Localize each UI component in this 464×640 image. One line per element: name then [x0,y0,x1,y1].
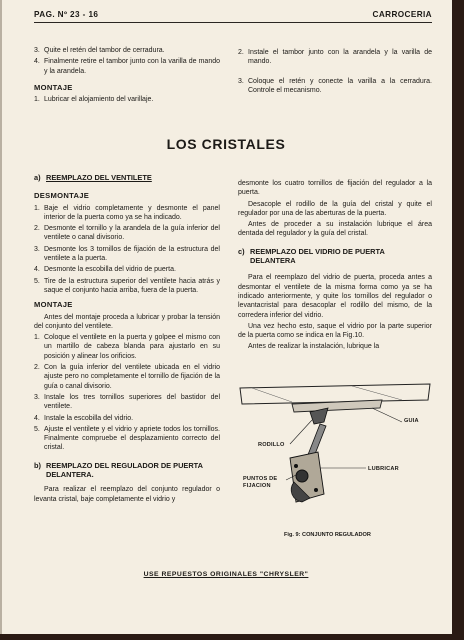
guide-channel [292,400,382,412]
section-name: CARROCERIA [372,10,432,19]
list-item: 5. Ajuste el ventilete y el vidrio y apriete todos los tornillos. Finalmente compruebe el desplazamiento correcto del cristal. [34,425,220,452]
section-b-heading: b) REEMPLAZO DEL REGULADOR DE PUERTA DELANTERA. [34,460,203,480]
list-item: 1. Baje el vidrio completamente y desmonte el panel interior de la puerta como ya se ha indicado. [34,204,220,221]
section-b-text: Para realizar el reemplazo del conjunto regulador o levanta cristal, baje completamente el vidrio y [34,486,220,503]
list-item: 1. Coloque el ventilete en la puerta y golpee el mismo con un martillo de cabeza blanda para ajustarlo en su posición y alinear los orificios. [34,334,220,360]
paragraph: Antes de proceder a su instalación lubrique el área dentada del regulador y la guía del cristal. [238,221,432,238]
list-item: 2. Desmonte el tornillo y la arandela de la guía inferior del ventilete o canal divisorio. [34,225,220,242]
label-puntos-2: FIJACION [243,483,271,489]
footer-note: USE REPUESTOS ORIGINALES "CHRYSLER" [143,571,309,578]
paragraph: Antes de realizar la instalación, lubrique la [248,343,380,351]
paragraph: Desacople el rodillo de la guía del cristal y quite el regulador por una de las aberturas de la puerta. [238,200,432,217]
top-right-column [238,48,432,97]
paragraph: Una vez hecho esto, saque el vidrio por la parte superior de la puerta como se indica en la Fig.10. [238,322,432,340]
montaje-intro: Antes del montaje proceda a lubricar y probar la tensión del conjunto del ventilete. [34,313,220,330]
list-item: 5. Tire de la estructura superior del ventilete hacia atrás y saque el conjunto hacia arriba, fuera de la puerta. [34,277,220,294]
label-lubricar: LUBRICAR [368,466,399,472]
label-rodillo: RODILLO [258,442,285,448]
montaje-heading: MONTAJE [34,82,73,92]
figure-caption: Fig. 9: CONJUNTO REGULADOR [284,532,371,538]
header-rule [34,22,432,23]
list-item: 4. Instale la escobilla del vidrio. [34,414,134,422]
list-item: 2. Instale el tambor junto con la arandela y la varilla de mando. [238,49,432,66]
top-left-column [34,46,220,106]
label-puntos-1: PUNTOS DE [243,476,278,482]
section-c-heading: c) REEMPLAZO DEL VIDRIO DE PUERTA DELANTERA [238,246,385,266]
list-item: 4. Finalmente retire el tambor junto con la varilla de mando y la arandela. [34,58,220,75]
section-a-heading: a) REEMPLAZO DEL VENTILETE [34,173,152,182]
list-item: 3. Quite el retén del tambor de cerradura. [34,47,165,54]
paragraph: Para el reemplazo del vidrio de puerta, proceda antes a desmontar el ventilete de la misma forma como ya se ha indicado anteriormente, y quite los tornillos del regulador o levantacristal para desacoplar el rodillo del mismo, de la corredera inferior del vidrio. [238,274,432,319]
right-column [238,179,432,354]
page-number: PAG. Nº 23 - 16 [34,10,99,19]
section-title: LOS CRISTALES [166,136,286,152]
list-item: 4. Desmonte la escobilla del vidrio de puerta. [34,266,176,274]
list-item: 1. Lubricar el alojamiento del varillaje. [34,96,154,104]
montaje-heading: MONTAJE [34,300,73,310]
desmontaje-heading: DESMONTAJE [34,191,90,201]
label-guia: GUIA [404,418,419,424]
list-item: 3. Coloque el retén y conecte la varilla a la cerradura. Controle el mecanismo. [238,77,432,94]
paragraph: desmonte los cuatro tornillos de fijación del regulador a la puerta. [238,180,432,197]
list-item: 3. Desmonte los 3 tornillos de fijación de la estructura del ventilete a la puerta. [34,245,220,263]
list-item: 3. Instale los tres tornillos superiores del bastidor del ventilete. [34,393,220,411]
left-column [34,173,220,506]
list-item: 2. Con la guía inferior del ventilete ubicada en el vidrio ajuste pero no completamente el tornillo de fijación de la guía o canal divisorio. [34,364,220,390]
regulator-diagram [232,378,442,528]
